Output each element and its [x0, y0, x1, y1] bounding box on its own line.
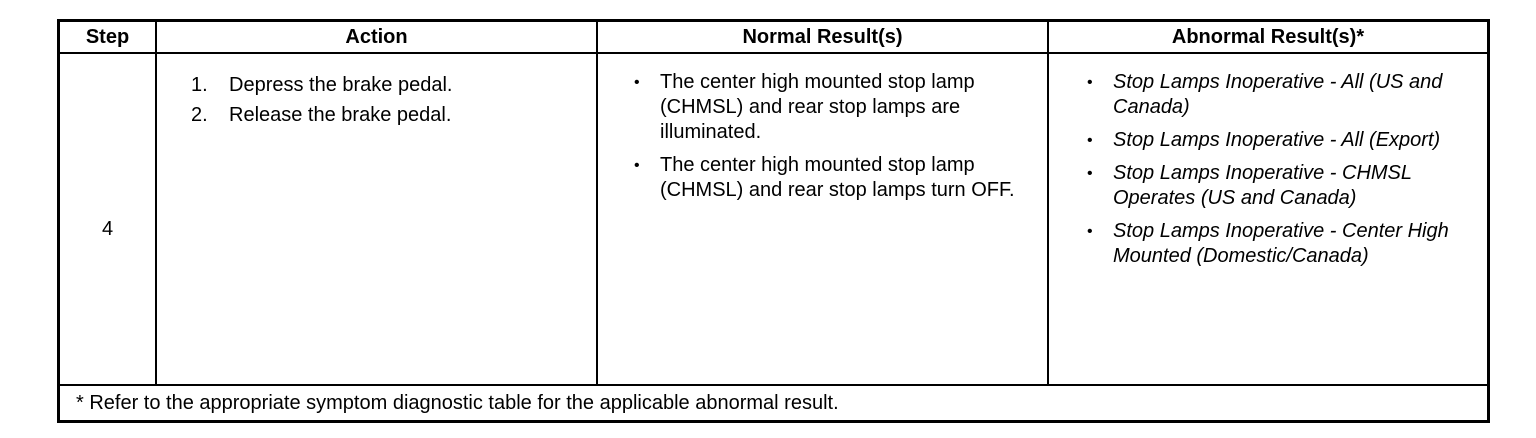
diagnostic-table-grid — [60, 22, 1487, 420]
bullet-icon: • — [634, 157, 640, 174]
list-item — [634, 153, 1037, 203]
bullet-icon: • — [1087, 132, 1093, 149]
bullet-icon: • — [1087, 165, 1093, 182]
action-number: 2. — [191, 104, 208, 126]
list-item — [1087, 161, 1477, 211]
list-item — [634, 70, 1037, 145]
action-cell — [156, 53, 597, 385]
bullet-icon: • — [634, 74, 640, 91]
normal-results-cell — [597, 53, 1048, 385]
header-action: Action — [156, 22, 597, 53]
action-item — [191, 70, 596, 100]
bullet-icon: • — [1087, 74, 1093, 91]
header-step: Step — [60, 22, 156, 53]
footnote: * Refer to the appropriate symptom diagnostic table for the applicable abnormal result. — [60, 385, 1487, 420]
abnormal-result-link[interactable]: Stop Lamps Inoperative - All (US and Canada) — [1113, 71, 1443, 118]
normal-results-list — [598, 54, 1047, 203]
footnote-row — [60, 385, 1487, 420]
list-item — [1087, 128, 1477, 153]
action-text: Release the brake pedal. — [229, 104, 452, 126]
diagnostic-table — [57, 19, 1490, 423]
action-item — [191, 100, 596, 130]
abnormal-results-list — [1049, 54, 1487, 269]
action-list — [157, 54, 596, 130]
header-abnormal-results: Abnormal Result(s)* — [1048, 22, 1487, 53]
abnormal-result-link[interactable]: Stop Lamps Inoperative - All (Export) — [1113, 129, 1441, 151]
header-row — [60, 22, 1487, 53]
step-number: 4 — [60, 53, 156, 385]
normal-result-text: The center high mounted stop lamp (CHMSL) and rear stop lamps turn OFF. — [660, 154, 1015, 201]
action-text: Depress the brake pedal. — [229, 74, 453, 96]
action-number: 1. — [191, 74, 208, 96]
header-normal-results: Normal Result(s) — [597, 22, 1048, 53]
abnormal-results-cell — [1048, 53, 1487, 385]
list-item — [1087, 70, 1477, 120]
table-row — [60, 53, 1487, 385]
abnormal-result-link[interactable]: Stop Lamps Inoperative - CHMSL Operates (US and Canada) — [1113, 162, 1412, 209]
normal-result-text: The center high mounted stop lamp (CHMSL) and rear stop lamps are illuminated. — [660, 71, 975, 143]
abnormal-result-link[interactable]: Stop Lamps Inoperative - Center High Mounted (Domestic/Canada) — [1113, 220, 1449, 267]
list-item — [1087, 219, 1477, 269]
bullet-icon: • — [1087, 223, 1093, 240]
